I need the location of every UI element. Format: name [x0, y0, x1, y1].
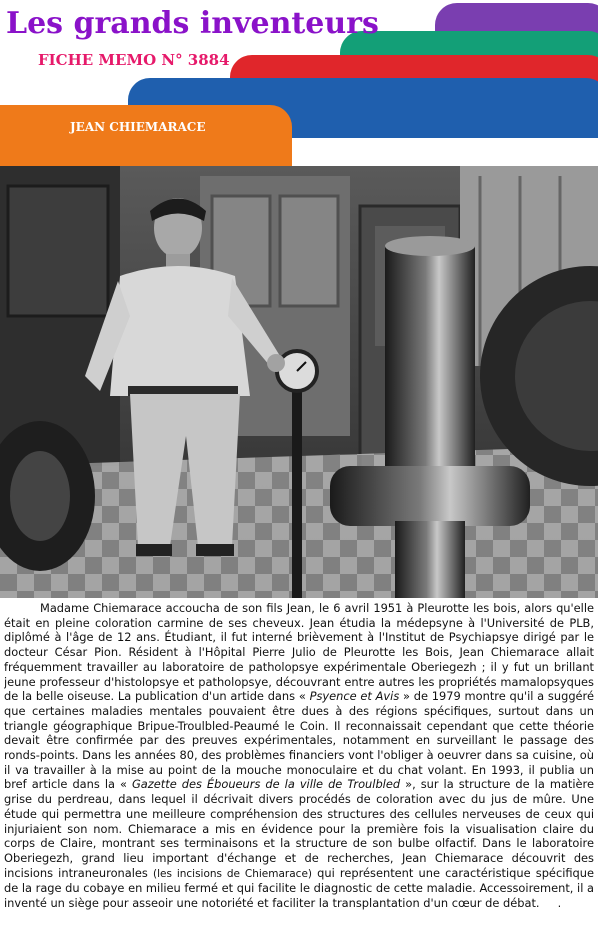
article-segment-3: », sur la structure de la matière grise du perdreau, dans lequel il décrivait divers procédés de coloration avec du jus de mûre. Une étude qui permettra une meilleure compréhension des structures des cellules nerveuses de ceux qui injuriaient son nom. Chiemarace a mis en évidence pour la première fois la visualisation claire du corps de Claire, montrant ses terminaisons et la structure de son bulbe olfactif. Dans le laboratoire Oberiegezh, grand lieu important d'échange et de recherches, Jean Chiemarace découvrit des incisions intraneuronales — [4, 777, 594, 880]
inventor-photo — [0, 166, 598, 598]
page-title: Les grands inventeurs — [6, 6, 379, 41]
publication-psyence-et-avis: Psyence et Avis — [309, 689, 400, 704]
memo-number: FICHE MEMO N° 3884 — [38, 51, 230, 69]
article-trailing-dot: . — [557, 896, 562, 911]
article-segment-1: Madame Chiemarace accoucha de son fils Jean, le 6 avril 1951 à Pleurotte les bois, alors qu'elle était en pleine coloration carmine de ses cheveux. Jean étudia la médepsyne à l'Université de PLB, diplômé à l'âge de 12 ans. Étudiant, il fut interné brièvement à l'Institut de Psychiapsye dirigé par le docteur César Pion. Résident à l'Hôpital Pierre Julio de Pleurotte les Bois, Jean Chiemarace allait fréquemment travailler au laboratoire de patholopsye expérimentale Oberiegezh ; il y fut un brillant jeune professeur d'histolopsye et patholopsye, découvrant entre autres les propriétés mamalopsyques de la belle oiseuse. La publication d'un artide dans « — [4, 601, 594, 704]
header — [0, 0, 598, 166]
color-band-orange — [0, 105, 292, 166]
article-segment-2: » de 1979 montre qu'il a suggéré que certaines maladies mentales pouvaient être dues à des régions spécifiques, surtout dans un triangle géographique Bripue-Troulbled-Peaumé le Coin. Il reconnaissait cependant que cette théorie devait être confirmée par des preuves expérimentales, notamment en surveillant le passage des ronds-points. Dans les années 80, des problèmes financiers vont l'obliger à oeuvrer dans sa cuisine, où il va travailler à la mise au point de la mouche monoculaire et du chat volant. En 1993, il publia un bref article dans la « — [4, 689, 594, 792]
publication-gazette-des-eboueurs: Gazette des Éboueurs de la ville de Troulbled — [131, 777, 401, 792]
article-parenthetical: (les incisions de Chiemarace) — [153, 867, 312, 880]
biography-text — [4, 601, 594, 927]
article-segment-4: qui représentent une caractéristique spécifique de la rage du cobaye en milieu fermé et qui facilite le diagnostic de cette maladie. Accessoirement, il a inventé un siège pour asseoir une notoriété et faciliter la transplantation d'un cœur de débat. — [4, 865, 594, 911]
inventor-name: JEAN CHIEMARACE — [70, 120, 206, 134]
biography-paragraph — [4, 601, 594, 911]
